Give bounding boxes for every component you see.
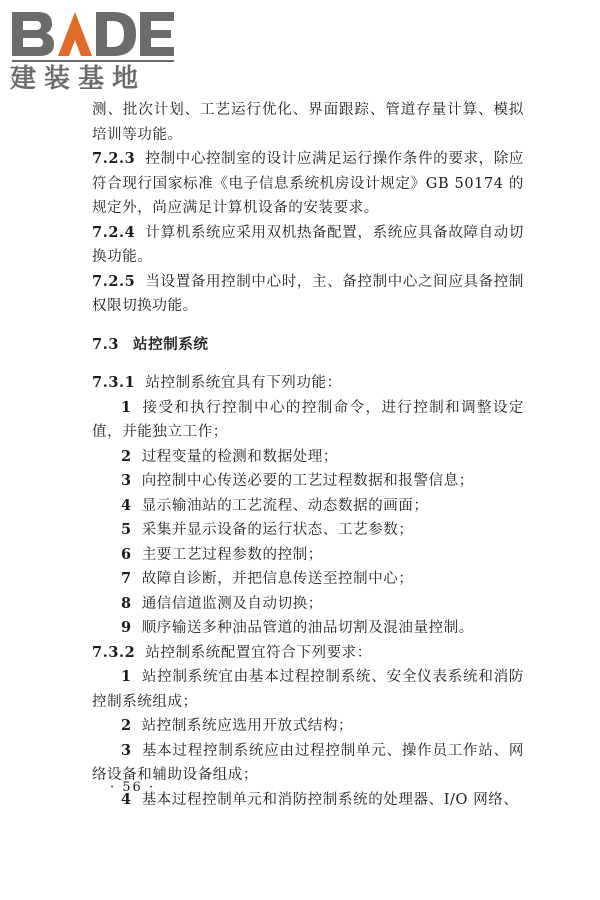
item-number: 4 bbox=[121, 790, 132, 808]
item-number: 2 bbox=[121, 717, 132, 734]
clause-7-3-2 bbox=[92, 641, 524, 666]
list-item bbox=[92, 445, 524, 470]
item-number: 5 bbox=[121, 521, 132, 538]
clause-7-2-5 bbox=[92, 270, 524, 319]
item-text: 站控制系统应选用开放式结构； bbox=[141, 718, 354, 734]
item-text: 采集并显示设备的运行状态、工艺参数； bbox=[141, 522, 414, 538]
item-number: 3 bbox=[121, 472, 132, 489]
list-item bbox=[92, 665, 524, 714]
section-number: 7.3 bbox=[92, 335, 120, 353]
logo-tagline: 建装基地 bbox=[10, 64, 147, 94]
item-text: 接受和执行控制中心的控制命令，进行控制和调整设定值，并能独立工作； bbox=[92, 399, 524, 440]
list-item bbox=[92, 592, 524, 617]
item-text: 主要工艺过程参数的控制； bbox=[141, 546, 323, 563]
item-number: 6 bbox=[121, 545, 132, 563]
list-item bbox=[92, 739, 524, 788]
list-item bbox=[92, 714, 524, 739]
list-item bbox=[92, 396, 524, 445]
item-text: 过程变量的检测和数据处理； bbox=[141, 448, 339, 465]
item-text: 故障自诊断，并把信息传送至控制中心； bbox=[141, 571, 414, 587]
list-item bbox=[92, 543, 524, 568]
clause-text: 控制中心控制室的设计应满足运行操作条件的要求，除应符合现行国家标准《电子信息系统机房设计规定》GB 50174 的规定外，尚应满足计算机设备的安装要求。 bbox=[92, 151, 524, 216]
clause-text: 站控制系统配置宜符合下列要求： bbox=[145, 644, 372, 661]
list-item bbox=[92, 494, 524, 519]
item-text: 向控制中心传送必要的工艺过程数据和报警信息； bbox=[141, 473, 474, 489]
continuation-paragraph: 测、批次计划、工艺运行优化、界面跟踪、管道存量计算、模拟培训等功能。 bbox=[92, 102, 524, 143]
item-number: 2 bbox=[121, 447, 132, 465]
item-text: 基本过程控制系统应由过程控制单元、操作员工作站、网络设备和辅助设备组成； bbox=[92, 742, 524, 783]
clause-number: 7.3.2 bbox=[92, 643, 136, 661]
item-text: 显示输油站的工艺流程、动态数据的画面； bbox=[141, 497, 429, 514]
clause-number: 7.2.3 bbox=[92, 150, 136, 167]
item-number: 9 bbox=[121, 619, 132, 636]
clause-7-2-3 bbox=[92, 147, 524, 221]
logo bbox=[8, 4, 178, 96]
clause-text: 当设置备用控制中心时，主、备控制中心之间应具备控制权限切换功能。 bbox=[92, 273, 524, 314]
list-item bbox=[92, 518, 524, 543]
section-heading bbox=[92, 333, 524, 358]
clause-text: 计算机系统应采用双机热备配置，系统应具备故障自动切换功能。 bbox=[92, 224, 524, 265]
clause-number: 7.2.4 bbox=[92, 223, 136, 241]
clause-7-3-1 bbox=[92, 371, 524, 396]
item-number: 8 bbox=[121, 594, 132, 612]
item-number: 7 bbox=[121, 570, 132, 587]
list-item bbox=[92, 616, 524, 641]
item-number: 4 bbox=[121, 496, 132, 514]
item-number: 1 bbox=[121, 668, 132, 685]
list-item bbox=[92, 567, 524, 592]
item-number: 3 bbox=[121, 741, 132, 759]
document-body bbox=[92, 98, 524, 812]
item-text: 顺序输送多种油品管道的油品切割及混油量控制。 bbox=[141, 620, 474, 636]
clause-7-2-4 bbox=[92, 221, 524, 270]
item-text: 基本过程控制单元和消防控制系统的处理器、I/O 网络、 bbox=[141, 791, 519, 808]
list-item bbox=[92, 788, 524, 813]
clause-text: 站控制系统宜具有下列功能： bbox=[145, 375, 342, 391]
clause-number: 7.3.1 bbox=[92, 374, 136, 391]
item-text: 通信信道监测及自动切换； bbox=[141, 595, 323, 612]
page-number: · 56 · bbox=[110, 780, 156, 795]
clause-number: 7.2.5 bbox=[92, 272, 136, 290]
item-text: 站控制系统宜由基本过程控制系统、安全仪表系统和消防控制系统组成； bbox=[92, 669, 524, 710]
section-title: 站控制系统 bbox=[133, 335, 209, 353]
item-number: 1 bbox=[121, 398, 132, 416]
list-item bbox=[92, 469, 524, 494]
